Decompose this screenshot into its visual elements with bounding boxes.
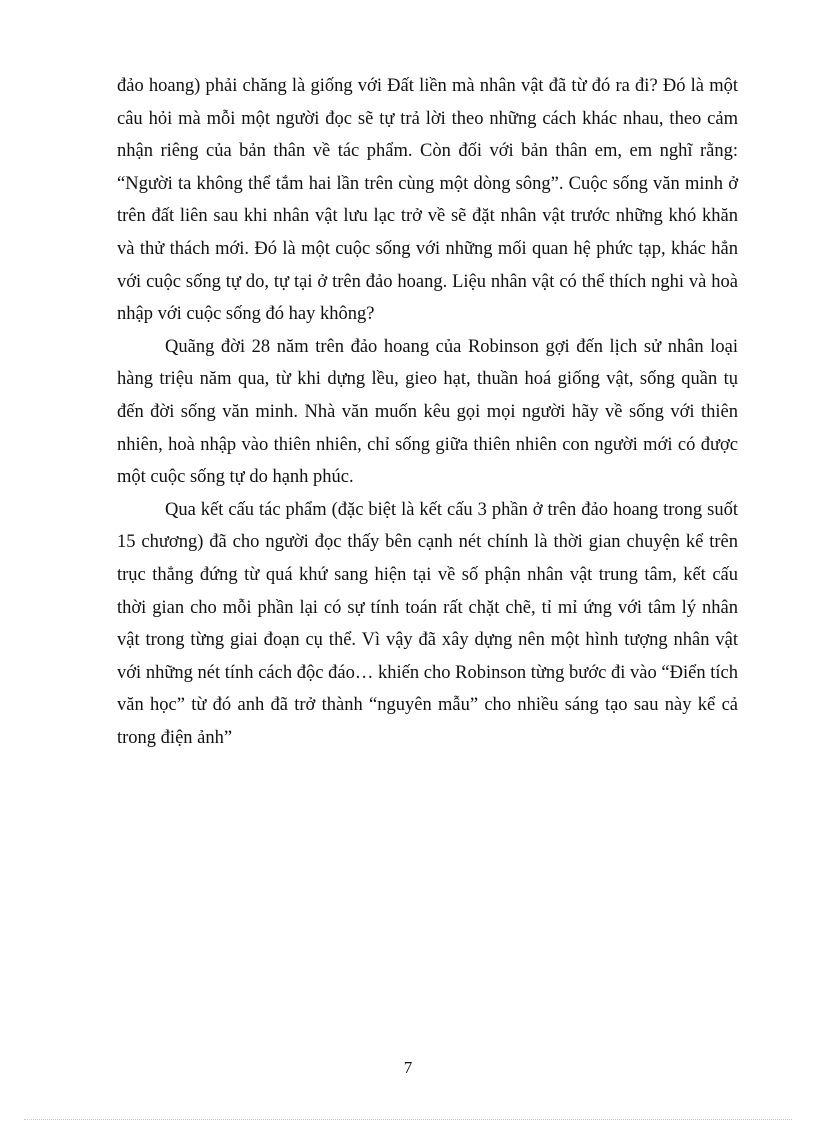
- paragraph-robinson-28-years: Quãng đời 28 năm trên đảo hoang của Robinson gợi đến lịch sử nhân loại hàng triệu năm qua, từ khi dựng lều, gieo hạt, thuần hoá giống vật, sống quần tụ đến đời sống văn minh. Nhà văn muốn kêu gọi mọi người hãy về sống với thiên nhiên, hoà nhập vào thiên nhiên, chỉ sống giữa thiên nhiên con người mới có được một cuộc sống tự do hạnh phúc.: [117, 336, 738, 488]
- paragraph-structure: Qua kết cấu tác phẩm (đặc biệt là kết cấu 3 phần ở trên đảo hoang trong suốt 15 chương) đã cho người đọc thấy bên cạnh nét chính là thời gian chuyện kể trên trục thẳng đứng từ quá khứ sang hiện tại về số phận nhân vật trung tâm, kết cấu thời gian cho mỗi phần lại có sự tính toán rất chặt chẽ, tỉ mỉ ứng với tâm lý nhân vật trong từng giai đoạn cụ thể. Vì vậy đã xây dựng nên một hình tượng nhân vật với những nét tính cách độc đáo… khiến cho Robinson từng bước đi vào “Điển tích văn học” từ đó anh đã trở thành “nguyên mẫu” cho nhiều sáng tạo sau này kể cả trong điện ảnh”: [117, 499, 738, 748]
- page-body: [117, 70, 738, 754]
- page-bottom-divider: [24, 1119, 792, 1120]
- page-number: 7: [403, 1058, 413, 1077]
- paragraph-continued: đảo hoang) phải chăng là giống với Đất liền mà nhân vật đã từ đó ra đi? Đó là một câu hỏi mà mỗi một người đọc sẽ tự trả lời theo những cách khác nhau, theo cảm nhận riêng của bản thân về tác phẩm. Còn đối với bản thân em, em nghĩ rằng: “Người ta không thể tắm hai lần trên cùng một dòng sông”. Cuộc sống văn minh ở trên đất liên sau khi nhân vật lưu lạc trở về sẽ đặt nhân vật trước những khó khăn và thử thách mới. Đó là một cuộc sống với những mối quan hệ phức tạp, khác hẳn với cuộc sống tự do, tự tại ở trên đảo hoang. Liệu nhân vật có thể thích nghi và hoà nhập với cuộc sống đó hay không?: [117, 76, 738, 325]
